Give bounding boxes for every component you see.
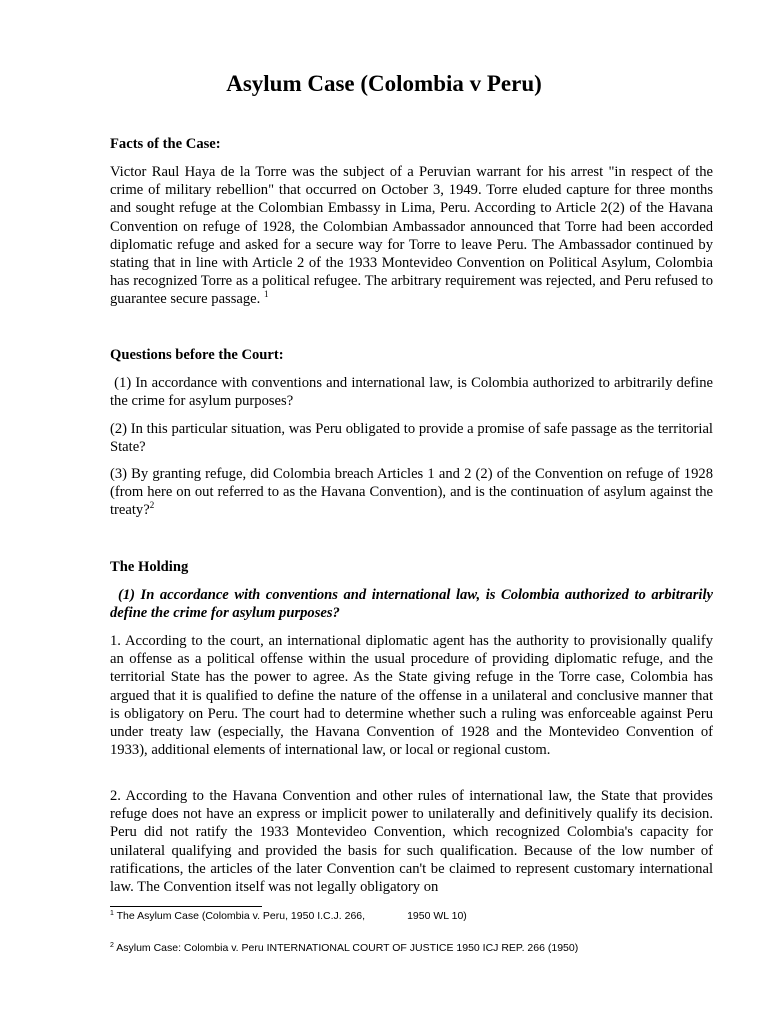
question-3: (3) By granting refuge, did Colombia breach Articles 1 and 2 (2) of the Convention on refuge of 1928 (from here on out referred to as the Havana Convention), and is the continuation of asylum against the treaty? bbox=[110, 466, 713, 519]
footnote-separator bbox=[110, 906, 262, 907]
holding-question-1: (1) In accordance with conventions and international law, is Colombia authorized to arbitrarily define the crime for asylum purposes? bbox=[110, 587, 713, 622]
question-1: (1) In accordance with conventions and international law, is Colombia authorized to arbitrarily define the crime for asylum purposes? bbox=[110, 375, 717, 410]
footnote-2-text: Asylum Case: Colombia v. Peru INTERNATIONAL COURT OF JUSTICE 1950 ICJ REP. 266 (1950) bbox=[116, 942, 579, 954]
footnote-1-text-b: 1950 WL 10) bbox=[407, 910, 467, 922]
footnote-1-number: 1 bbox=[110, 910, 114, 917]
question-2: (2) In this particular situation, was Peru obligated to provide a promise of safe passage as the territorial State? bbox=[110, 421, 713, 456]
facts-paragraph bbox=[110, 163, 713, 309]
facts-body: Victor Raul Haya de la Torre was the subject of a Peruvian warrant for his arrest "in respect of the crime of military rebellion" that occurred on October 3, 1949. Torre eluded capture for three months and sought refuge at the Colombian Embassy in Lima, Peru. According to Article 2(2) of the Havana Convention on refuge of 1928, the Colombian Ambassador announced that Torre had been accorded diplomatic refuge and asked for a secure way for Torre to leave Peru. The Ambassador continued by stating that in line with Article 2 of the 1933 Montevideo Convention on Political Asylum, Colombia has recognized Torre as a political refugee. The arbitrary requirement was rejected, and Peru refused to guarantee secure passage. bbox=[110, 164, 713, 308]
document-title: Asylum Case (Colombia v Peru) bbox=[226, 71, 542, 96]
footnote-1-text-a: The Asylum Case (Colombia v. Peru, 1950 I.C.J. 266, bbox=[116, 910, 366, 922]
question-3-paragraph bbox=[110, 465, 713, 520]
footnote-ref-1[interactable]: 1 bbox=[263, 289, 269, 300]
questions-heading: Questions before the Court: bbox=[110, 347, 284, 363]
holding-heading: The Holding bbox=[110, 559, 189, 575]
holding-paragraph-2: 2. According to the Havana Convention and other rules of international law, the State that provides refuge does not have an express or implicit power to unilaterally and definitively qualify its decision. Peru did not ratify the 1933 Montevideo Convention, which recognized Colombia's capacity for unilateral qualifying and provided the basis for such qualification. Because of the low number of ratifications, the articles of the later Convention can't be claimed to represent customary international law. The Convention itself was not legally obligatory on bbox=[110, 788, 713, 896]
facts-heading: Facts of the Case: bbox=[110, 136, 221, 152]
footnote-1 bbox=[110, 909, 467, 923]
footnote-2-number: 2 bbox=[110, 942, 114, 949]
holding-paragraph-1: 1. According to the court, an international diplomatic agent has the authority to provisionally qualify an offense as a political offense within the usual procedure of providing diplomatic refuge, and the territorial State has the power to agree. As the State giving refuge in the Torre case, Colombia has argued that it is qualified to define the nature of the offense in a unilateral and conclusive manner that is obligatory on Peru. The court had to determine whether such a ruling was enforceable against Peru under treaty law (especially, the Havana Convention of 1928 and the Montevideo Convention of 1933), additional elements of international law, or local or regional custom. bbox=[110, 633, 713, 759]
footnote-ref-2[interactable]: 2 bbox=[149, 500, 155, 511]
footnote-2 bbox=[110, 941, 578, 955]
